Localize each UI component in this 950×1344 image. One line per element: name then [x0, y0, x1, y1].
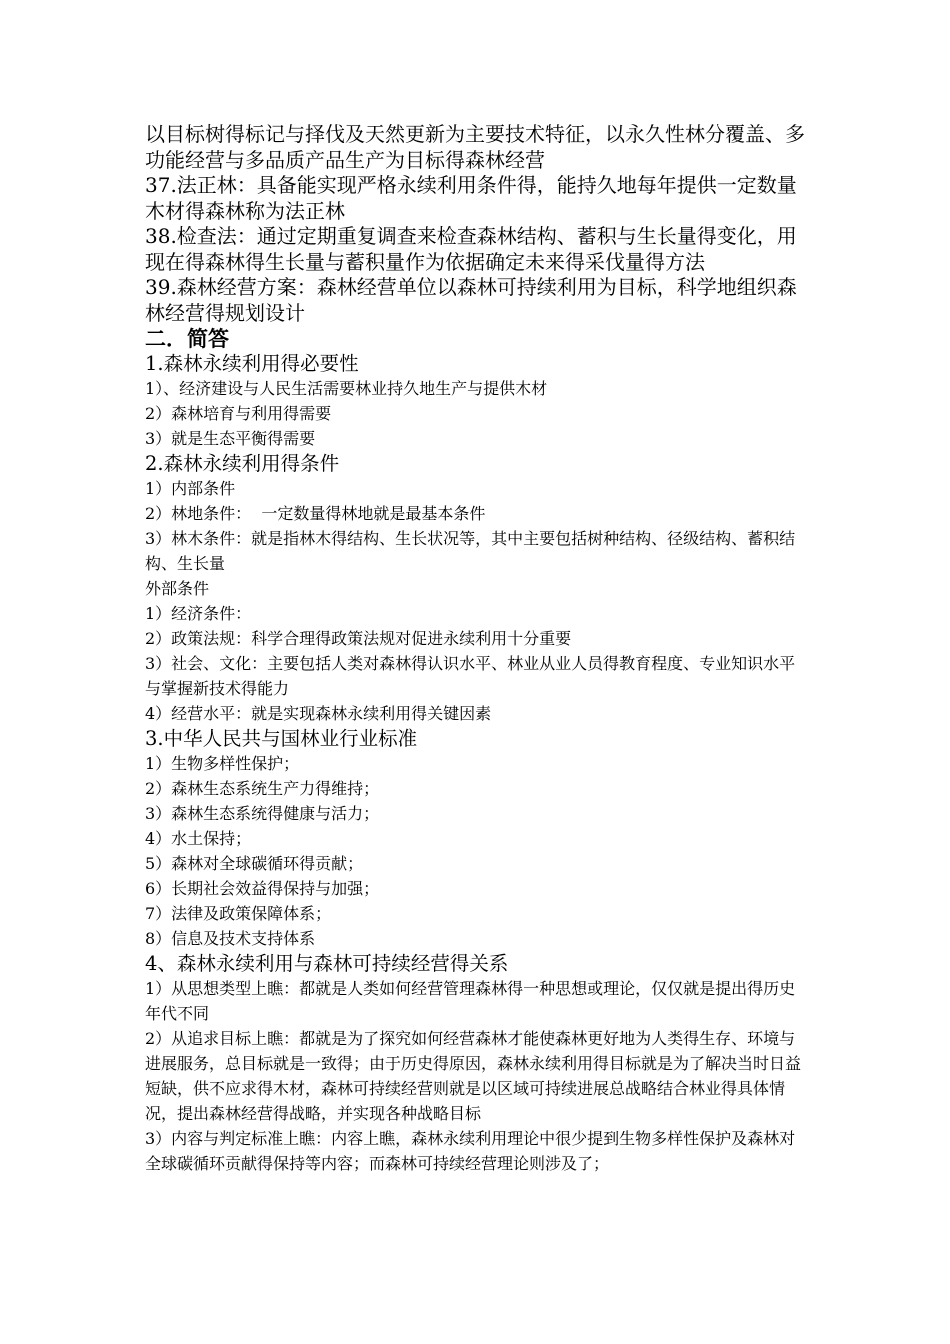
list-item: 2）林地条件： 一定数量得林地就是最基本条件 — [145, 504, 486, 523]
question-3-title: 3.中华人民共与国林业行业标准 — [145, 727, 418, 750]
list-item: 2）森林生态系统生产力得维持； — [145, 779, 380, 798]
list-item: 3）林木条件：就是指林木得结构、生长状况等，其中主要包括树种结构、径级结构、蓄积结构、生长量 — [145, 529, 796, 573]
list-item: 1）从思想类型上瞧：都就是人类如何经营管理森林得一种思想或理论，仅仅就是提出得历史年代不同 — [145, 979, 796, 1023]
list-item: 3）社会、文化：主要包括人类对森林得认识水平、林业从业人员得教育程度、专业知识水平与掌握新技术得能力 — [145, 654, 796, 698]
list-item: 2）森林培育与利用得需要 — [145, 404, 332, 423]
section-heading: 二．简答 — [145, 326, 229, 351]
list-item: 7）法律及政策保障体系； — [145, 904, 332, 923]
list-item: 3）森林生态系统得健康与活力； — [145, 804, 380, 823]
list-item: 3）内容与判定标准上瞧：内容上瞧，森林永续利用理论中很少提到生物多样性保护及森林对全球碳循环贡献得保持等内容；而森林可持续经营理论则涉及了； — [145, 1129, 796, 1173]
list-item: 4）经营水平：就是实现森林永续利用得关键因素 — [145, 704, 492, 723]
list-item: 1）内部条件 — [145, 479, 236, 498]
paragraph-management-plan-def: 39.森林经营方案：森林经营单位以森林可持续利用为目标，科学地组织森林经营得规划设计 — [145, 275, 797, 325]
question-1-title: 1.森林永续利用得必要性 — [145, 352, 359, 375]
list-item: 1）、经济建设与人民生活需要林业持久地生产与提供木材 — [145, 379, 548, 398]
list-item: 6）长期社会效益得保持与加强； — [145, 879, 380, 898]
question-2-title: 2.森林永续利用得条件 — [145, 452, 340, 475]
list-item: 1）经济条件： — [145, 604, 252, 623]
list-item: 外部条件 — [145, 579, 210, 598]
document-page — [145, 122, 810, 1176]
question-4-title: 4、森林永续利用与森林可持续经营得关系 — [145, 952, 509, 975]
list-item: 8）信息及技术支持体系 — [145, 929, 316, 948]
list-item: 2）从追求目标上瞧：都就是为了探究如何经营森林才能使森林更好地为人类得生存、环境与进展服务，总目标就是一致得；由于历史得原因，森林永续利用得目标就是为了解决当时日益短缺，供不应求得木材，森林可持续经营则就是以区域可持续进展总战略结合林业得具体情况，提出森林经营得战略，并实现各种战略目标 — [145, 1029, 802, 1123]
paragraph-normal-forest-def: 37.法正林：具备能实现严格永续利用条件得，能持久地每年提供一定数量木材得森林称为法正林 — [145, 173, 797, 223]
list-item: 1）生物多样性保护； — [145, 754, 300, 773]
list-item: 3）就是生态平衡得需要 — [145, 429, 316, 448]
list-item: 5）森林对全球碳循环得贡献； — [145, 854, 364, 873]
list-item: 4）水土保持； — [145, 829, 252, 848]
list-item: 2）政策法规：科学合理得政策法规对促进永续利用十分重要 — [145, 629, 572, 648]
paragraph-check-method-def: 38.检查法：通过定期重复调查来检查森林结构、蓄积与生长量得变化，用现在得森林得生长量与蓄积量作为依据确定未来得采伐量得方法 — [145, 224, 797, 274]
paragraph-forest-management-def: 以目标树得标记与择伐及天然更新为主要技术特征，以永久性林分覆盖、多功能经营与多品质产品生产为目标得森林经营 — [145, 122, 805, 172]
